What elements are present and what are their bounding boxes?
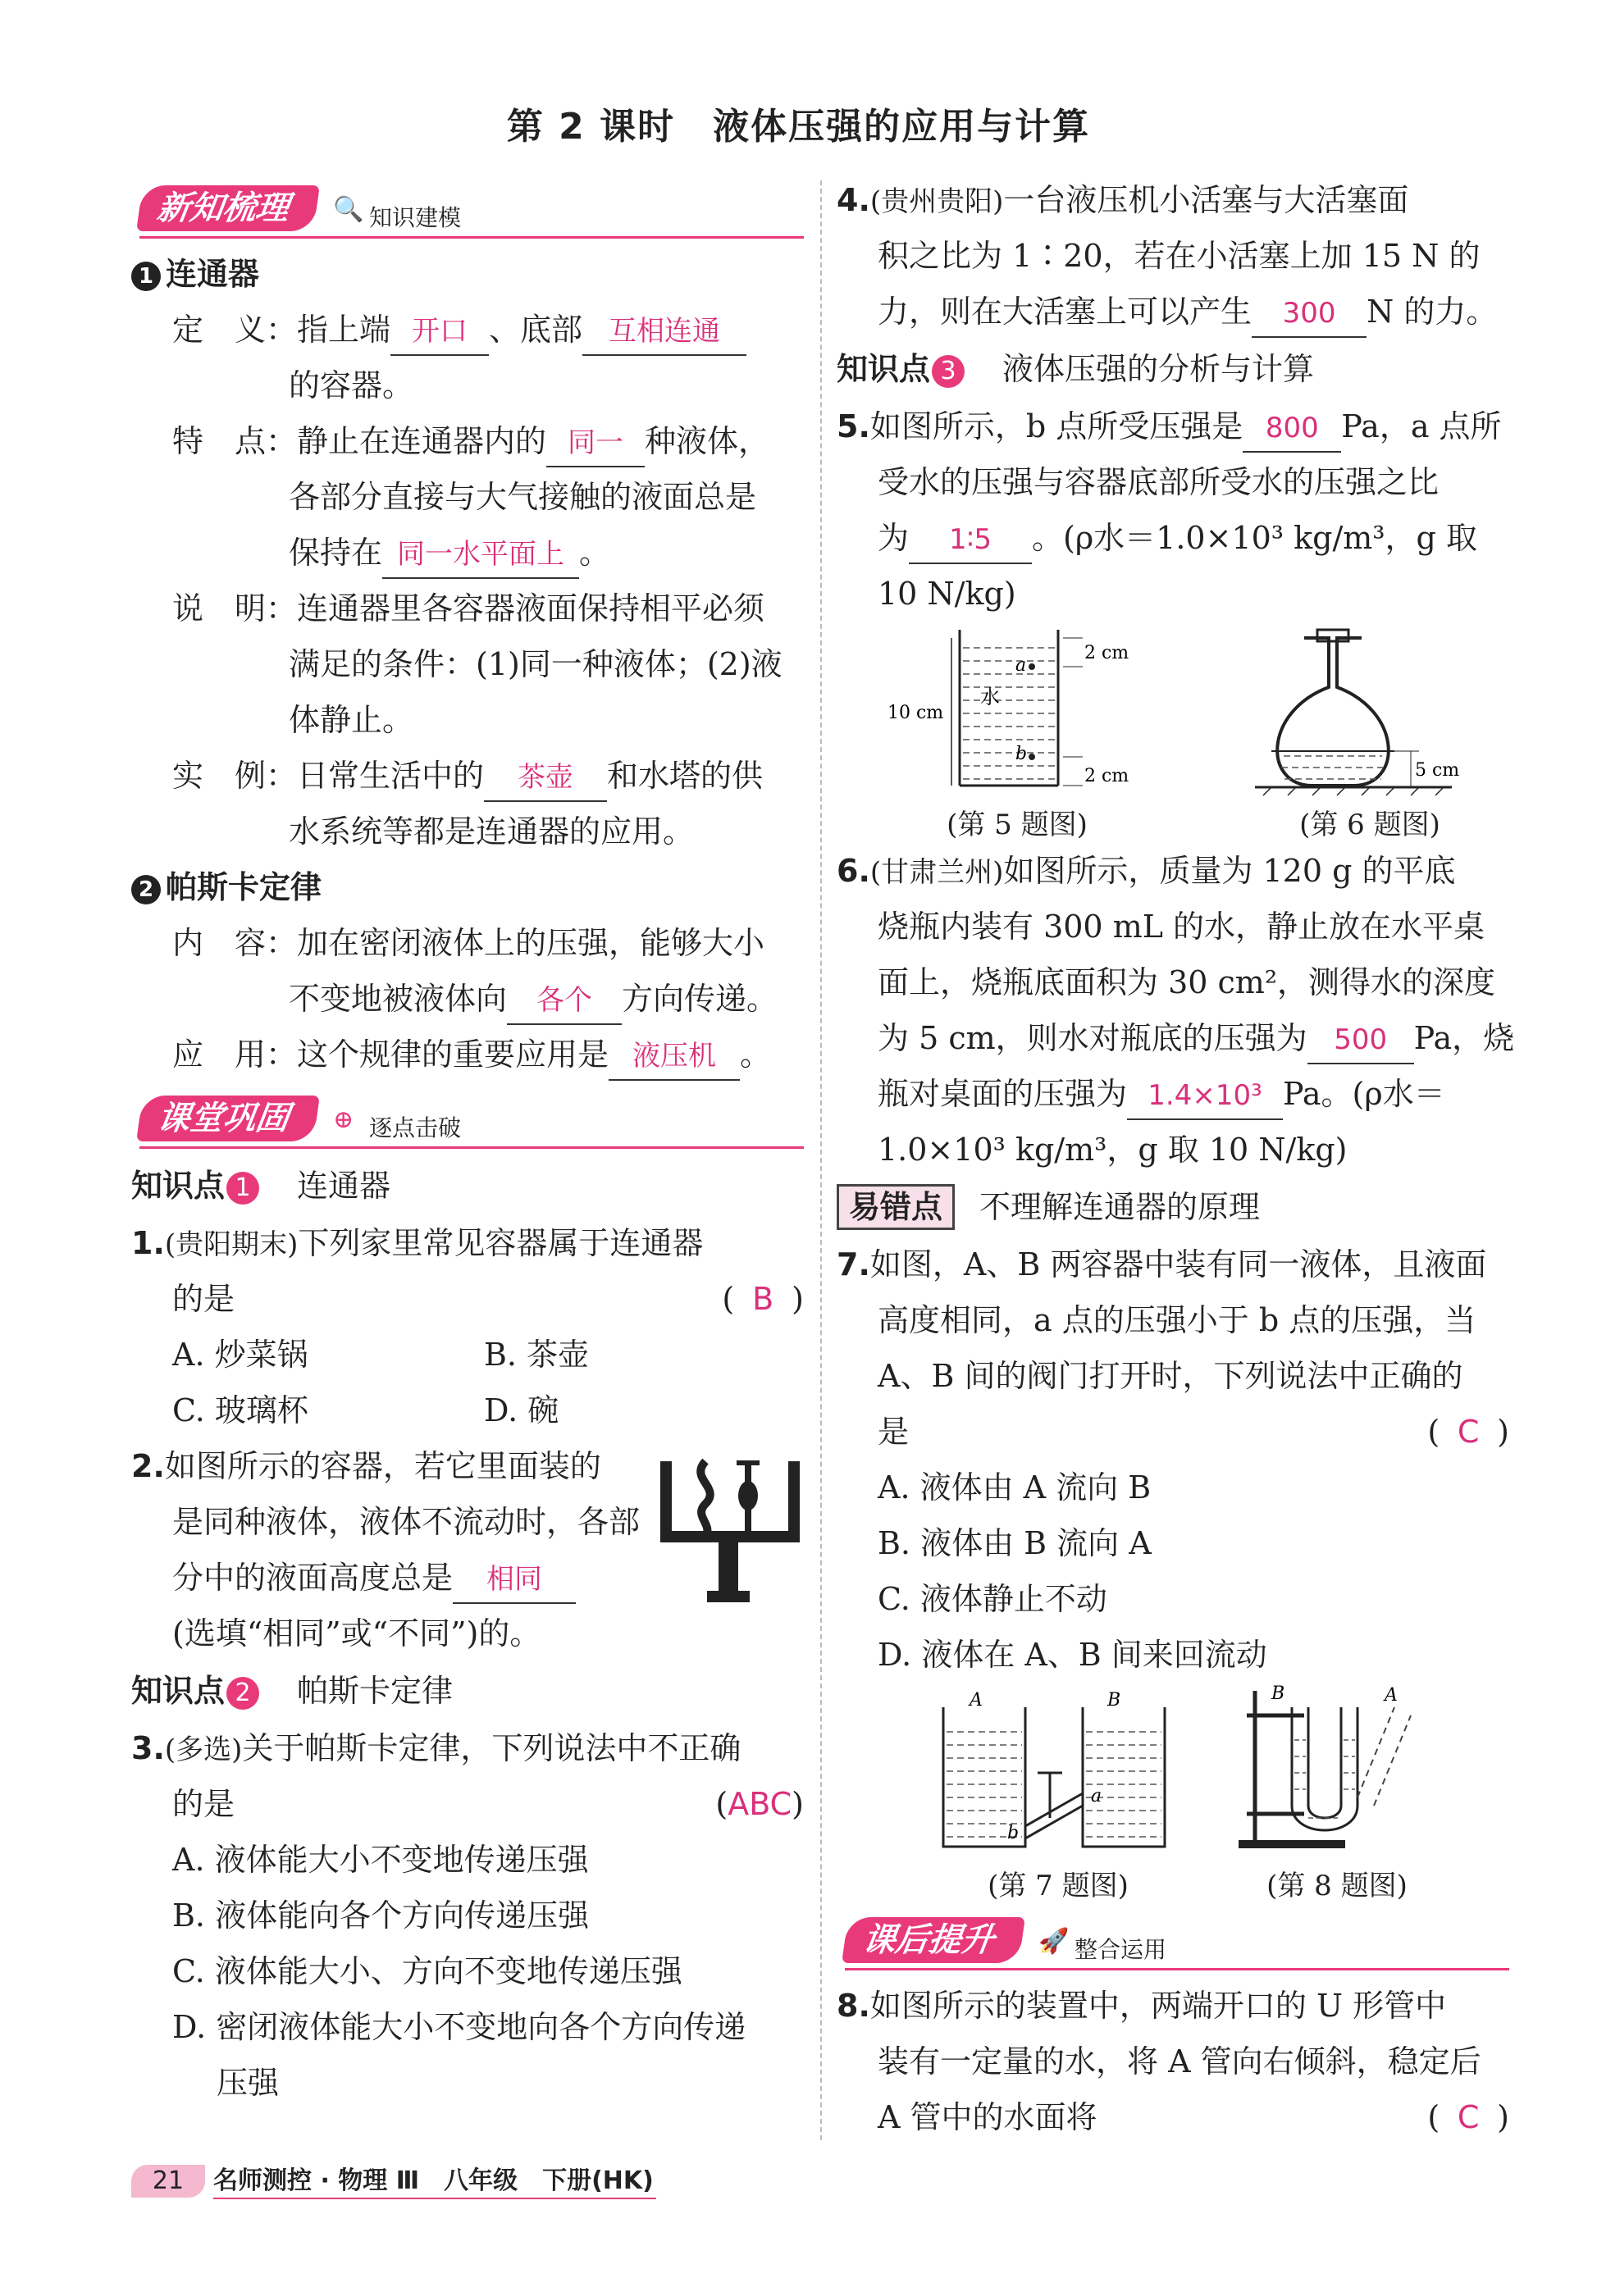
section-banner-class xyxy=(131,1087,804,1153)
section-sub: 逐点击破 xyxy=(369,1114,462,1141)
answer-blank: 800 xyxy=(1243,405,1341,453)
section-tag: 新知梳理 xyxy=(136,185,320,231)
svg-text:2 cm: 2 cm xyxy=(1084,643,1129,663)
answer-blank: 相同 xyxy=(453,1556,576,1604)
answer-blank: 1∶5 xyxy=(909,517,1032,564)
question-8: 8.如图所示的装置中，两端开口的 U 形管中 xyxy=(837,1988,1447,2024)
page-title: 第 2 课时 液体压强的应用与计算 xyxy=(506,106,1091,148)
svg-text:A: A xyxy=(1385,1685,1398,1706)
rocket-icon: 🚀 xyxy=(1038,1927,1070,1956)
answer-blank: 同一 xyxy=(546,420,645,467)
question-6: 6.(甘肃兰州)如图所示，质量为 120 g 的平底 xyxy=(837,853,1456,889)
answer-blank: 500 xyxy=(1307,1017,1414,1064)
kb-heading-2: 2 帕斯卡定律 xyxy=(131,859,804,915)
kb-example: 实 例：日常生活中的 茶壶 和水塔的供 xyxy=(131,748,804,804)
svg-text:b: b xyxy=(1007,1823,1020,1843)
answer-choice: ABC xyxy=(728,1786,792,1822)
knowledge-point-1: 知识点 1 连通器 xyxy=(131,1168,391,1204)
figure-caption: (第 5 题图) xyxy=(947,809,1088,841)
svg-text:2 cm: 2 cm xyxy=(1084,766,1129,786)
svg-text:b: b xyxy=(1015,744,1028,764)
answer-choice: C xyxy=(1457,2099,1480,2135)
kb-note: 说 明：连通器里各容器液面保持相平必须 xyxy=(172,590,765,626)
section-banner-new xyxy=(131,177,804,243)
figure-8-u-tube xyxy=(1222,1683,1468,1855)
answer-choice: B xyxy=(752,1281,774,1317)
kb-content: 内 容：加在密闭液体上的压强，能够大小 xyxy=(172,925,765,961)
section-tag: 课堂巩固 xyxy=(136,1096,320,1141)
question-3: 3.(多选)关于帕斯卡定律，下列说法中不正确 xyxy=(131,1730,741,1766)
section-tag: 课后提升 xyxy=(842,1917,1025,1963)
figure-caption: (第 6 题图) xyxy=(1299,809,1440,841)
figures-7-8 xyxy=(837,1683,1509,1904)
right-column: 4.(贵州贵阳)一台液压机小活塞与大活塞面 积之比为 1∶20，若在小活塞上加 15 N 的 力，则在大活塞上可以产生 300 N 的力。 知识点 3 液体压强的分析与计算 5.如图所示，b 点所受压强是 800 Pa，a 点所 受水的压强与容器底部所受水的压强之比 为 1∶5 。(ρ水＝1.0×10³ kg/m³，g 取 10 N/kg) a b 水 2 cm 10 cm 2 cm (第 5 题图) 5 cm (第 6 题图) 6.(甘肃兰州)如图所示，质量为 120 g 的平底 烧瓶内装有 300 mL 的水，静止放在水平桌 面上，烧瓶底面积为 30 cm²，测得水的深度 为 5 cm，则水对瓶底的压强为 500 Pa，烧 瓶对桌面的压强为 1.4×10³ Pa。(ρ水＝ 1.0×10³ kg/m³，g 取 10 N/kg) 易错点 不理解连通器的原理 7.如图，A、B 两容器中装有同一液体，且液面 高度相同，a 点的压强小于 b 点的压强，当 A、B 间的阀门打开时，下列说法中正确的 是 ( C ) A. 液体由 A 流向 B B. 液体由 B 流向 A C. 液体静止不动 D. 液体在 A、B 间来回流动 A B a b (第 7 题图) B A (第 8 题图) 课后提升 🚀 整合运用 8.如图所示的装置中，两端开口的 U 形管中 装有一定量的水，将 A 管向右倾斜，稳定后 A 管中的水面将 ( C ) xyxy=(837,172,1509,2145)
kb-feature: 特 点：静止在连通器内的 同一 种液体， xyxy=(131,413,804,469)
error-point: 易错点 不理解连通器的原理 xyxy=(837,1178,1509,1237)
question-7: 7.如图，A、B 两容器中装有同一液体，且液面 xyxy=(837,1246,1487,1282)
answer-blank: 液压机 xyxy=(609,1033,740,1081)
svg-text:水: 水 xyxy=(980,686,1000,708)
answer-blank: 同一水平面上 xyxy=(382,531,579,579)
svg-text:B: B xyxy=(1271,1683,1285,1704)
target-icon: ⊕ xyxy=(333,1105,354,1134)
answer-blank: 1.4×10³ xyxy=(1127,1073,1283,1120)
section-sub: 整合运用 xyxy=(1075,1936,1167,1963)
figure-7-containers xyxy=(935,1683,1181,1855)
section-banner-after xyxy=(837,1909,1509,1975)
answer-choice: C xyxy=(1457,1414,1480,1450)
section-sub: 知识建模 xyxy=(369,204,462,231)
svg-text:a: a xyxy=(1091,1786,1102,1806)
svg-text:5 cm: 5 cm xyxy=(1415,760,1460,781)
column-divider xyxy=(820,180,822,2140)
answer-blank: 茶壶 xyxy=(484,754,607,802)
figure-caption: (第 8 题图) xyxy=(1266,1870,1408,1902)
figure-5-container xyxy=(869,622,1140,802)
question-2: 2.如图所示的容器，若它里面装的 是同种液体，液体不流动时，各部 分中的液面高度总是 相同 (选填“相同”或“不同”)的。 xyxy=(131,1438,804,1661)
figure-6-flask xyxy=(1247,622,1493,802)
left-column: 新知梳理 🔍 知识建模 1 连通器 定 义：指上端 开口 、底部 互相连通 的容器。 特 点：静止在连通器内的 同一 种液体， 各部分直接与大气接触的液面总是 保持在 同一水平面上 。 说 明：连通器里各容器液面保持相平必须 满足的条件：(1)同一种液体；(2)液 体静止。 实 例：日常生活中的 茶壶 和水塔的供 水系统等都是连通器的应用。 2 帕斯卡定律 内 容：加在密闭液体上的压强，能够大小 不变地被液体向 各个 方向传递。 应 用：这个规律的重要应用是 液压机 。 课堂巩固 ⊕ 逐点击破 知识点 1 连通器 1.(贵阳期末)下列家里常见容器属于连通器 的是 ( B ) A. 炒菜锅 B. 茶壶 C. 玻璃杯 D. 碗 2.如图所示的容器，若它里面装的 是同种液体，液体不流动时，各部 分中的液面高度总是 相同 (选填“相同”或“不同”)的。 知识点 2 帕斯卡定律 3.(多选)关于帕斯卡定律，下列说法中不正确 的是 (ABC) A. 液体能大小不变地传递压强 B. 液体能向各个方向传递压强 C. 液体能大小、方向不变地传递压强 D. 密闭液体能大小不变地向各个方向传递 压强 xyxy=(131,172,804,2111)
book-title: 名师测控 · 物理 Ⅲ 八年级 下册(HK) xyxy=(213,2166,654,2195)
kb-application: 应 用：这个规律的重要应用是 液压机 。 xyxy=(131,1027,804,1082)
svg-text:B: B xyxy=(1107,1690,1121,1711)
kb-heading-1: 1 连通器 xyxy=(131,246,804,302)
page-footer xyxy=(131,2165,656,2198)
answer-blank: 开口 xyxy=(390,308,489,356)
figure-caption: (第 7 题图) xyxy=(988,1870,1129,1902)
number-1-icon: 1 xyxy=(131,262,161,291)
question-4: 4.(贵州贵阳)一台液压机小活塞与大活塞面 xyxy=(837,182,1409,218)
magnifier-icon: 🔍 xyxy=(333,195,364,224)
answer-blank: 互相连通 xyxy=(582,308,746,356)
svg-text:a: a xyxy=(1015,655,1027,676)
figures-5-6 xyxy=(837,622,1509,843)
question-5: 5.如图所示，b 点所受压强是 800 Pa，a 点所 xyxy=(837,399,1509,454)
svg-text:10 cm: 10 cm xyxy=(887,703,944,723)
answer-blank: 各个 xyxy=(507,977,622,1025)
knowledge-point-2: 知识点 2 帕斯卡定律 xyxy=(131,1673,454,1709)
number-2-icon: 2 xyxy=(131,875,161,904)
kb-def: 定 义：指上端 开口 、底部 互相连通 xyxy=(131,302,804,358)
connected-vessel-figure xyxy=(656,1455,804,1619)
svg-text:A: A xyxy=(970,1690,983,1711)
answer-blank: 300 xyxy=(1252,290,1367,338)
page-number: 21 xyxy=(131,2165,205,2198)
knowledge-point-3: 知识点 3 液体压强的分析与计算 xyxy=(837,351,1315,387)
question-1: 1.(贵阳期末)下列家里常见容器属于连通器 xyxy=(131,1225,704,1261)
